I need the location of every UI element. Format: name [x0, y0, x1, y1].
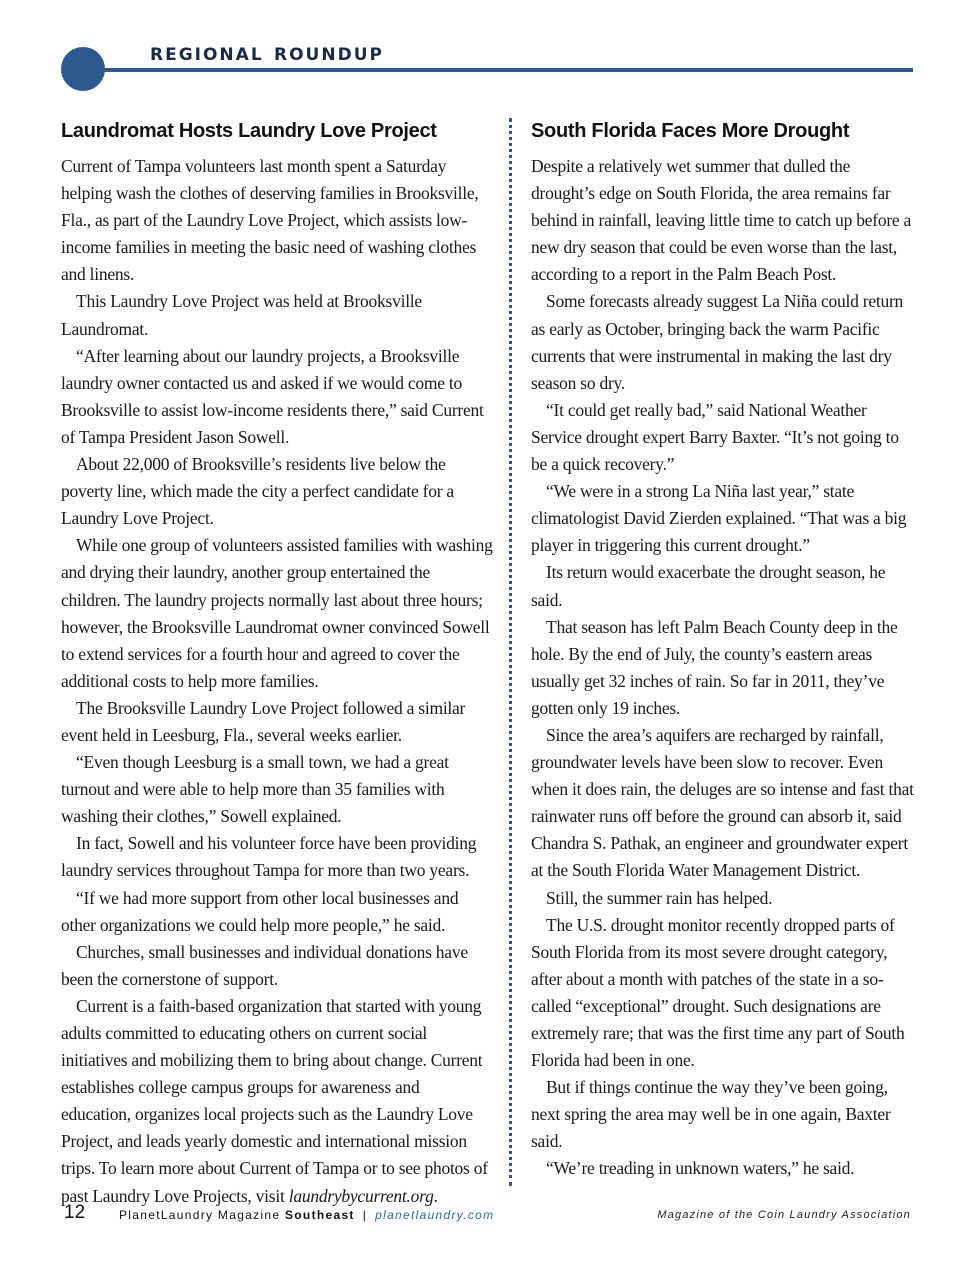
- article-paragraph: About 22,000 of Brooksville’s residents live below the poverty line, which made the city a perfect candidate for a Laundry Love Project.: [61, 454, 454, 529]
- article-paragraph: Some forecasts already suggest La Niña could return as early as October, bringing back the warm Pacific currents that were instrumental in making the last dry season so dry.: [531, 291, 904, 393]
- article-headline: Laundromat Hosts Laundry Love Project: [61, 120, 437, 142]
- article-paragraph: This Laundry Love Project was held at Brooksville Laundromat.: [61, 291, 422, 339]
- website-link[interactable]: laundrybycurrent.org: [288, 1185, 434, 1206]
- article-paragraph: That season has left Palm Beach County deep in the hole. By the end of July, the county’s eastern areas usually get 32 inches of rain. So far in 2011, they’ve gotten only 19 inches.: [531, 616, 898, 718]
- article-paragraph: Its return would exacerbate the drought season, he said.: [531, 562, 886, 610]
- article-laundry-love: [61, 116, 493, 1210]
- article-paragraph: Current of Tampa volunteers last month spent a Saturday helping wash the clothes of deserving families in Brooksville, Fla., as part of the Laundry Love Project, which assists low-income families in meeting the basic need of washing clothes and linens.: [61, 156, 479, 285]
- article-paragraph: Churches, small businesses and individual donations have been the cornerstone of support.: [61, 941, 468, 989]
- article-paragraph: “Even though Leesburg is a small town, we had a great turnout and were able to help more than 35 families with washing their clothes,” Sowell explained.: [61, 752, 449, 827]
- header-rule: [100, 68, 913, 72]
- section-title: regional roundup: [150, 38, 384, 66]
- article-paragraph: “After learning about our laundry projects, a Brooksville laundry owner contacted us and asked if we would come to Brooksville to assist low-income residents there,” said Current of Tampa President Jason Sowell.: [61, 345, 484, 447]
- article-paragraph: But if things continue the way they’ve been going, next spring the area may well be in one again, Baxter said.: [531, 1077, 891, 1152]
- article-paragraph: Despite a relatively wet summer that dulled the drought’s edge on South Florida, the area remains far behind in rainfall, leaving little time to catch up before a new dry season that could be even worse than the last, according to a report in the Palm Beach Post.: [531, 156, 912, 285]
- article-paragraph: Since the area’s aquifers are recharged by rainfall, groundwater levels have been slow to recover. Even when it does rain, the deluges are so intense and fast that rainwater runs off before the ground can absorb it, said Chandra S. Pathak, an engineer and groundwater expert at the South Florida Water Management District.: [531, 724, 914, 881]
- article-paragraph: The U.S. drought monitor recently dropped parts of South Florida from its most severe drought category, after about a month with patches of the state in a so-called “exceptional” drought. Such designations are extremely rare; that was the first time any part of South Florida had been in one.: [531, 914, 905, 1071]
- link-suffix: .: [433, 1185, 438, 1206]
- header-dot-decoration: [61, 47, 105, 91]
- article-paragraph: “We were in a strong La Niña last year,” state climatologist David Zierden explained. “That was a big player in triggering this current drought.”: [531, 481, 907, 556]
- magazine-title: PlanetLaundry Magazine: [119, 1208, 281, 1222]
- article-drought: [531, 116, 915, 1183]
- page-number: 12: [64, 1202, 86, 1223]
- page-footer: [0, 1200, 960, 1230]
- article-paragraph: Still, the summer rain has helped.: [546, 887, 773, 908]
- article-paragraph: “If we had more support from other local businesses and other organizations we could help more people,” he said.: [61, 887, 459, 935]
- paragraph-text: Current is a faith-based organization that started with young adults committed to educating others on current social initiatives and mobilizing them to bring about change. Current establishes college campus groups for awareness and education, organizes local projects such as the Laundry Love Project, and leads yearly domestic and international mission trips. To learn more about Current of Tampa or to see photos of past Laundry Love Projects, visit: [61, 995, 488, 1206]
- article-headline: South Florida Faces More Drought: [531, 120, 850, 142]
- footer-website-link[interactable]: planetlaundry.com: [375, 1208, 495, 1222]
- article-paragraph: In fact, Sowell and his volunteer force have been providing laundry services throughout Tampa for more than two years.: [61, 833, 477, 881]
- column-divider: [509, 118, 512, 1186]
- footer-separator: |: [362, 1208, 368, 1222]
- article-paragraph: “We’re treading in unknown waters,” he said.: [546, 1158, 855, 1179]
- article-paragraph: The Brooksville Laundry Love Project followed a similar event held in Leesburg, Fla., several weeks earlier.: [61, 697, 466, 745]
- article-paragraph-final: [61, 993, 493, 1210]
- magazine-edition: Southeast: [285, 1208, 355, 1222]
- magazine-name: [119, 1208, 494, 1222]
- section-header: [0, 0, 960, 100]
- article-paragraph: “It could get really bad,” said National Weather Service drought expert Barry Baxter. “It’s not going to be a quick recovery.”: [531, 399, 899, 475]
- article-paragraph: While one group of volunteers assisted families with washing and drying their laundry, another group entertained the children. The laundry projects normally last about three hours; however, the Brooksville Laundromat owner convinced Sowell to extend services for a fourth hour and agreed to cover the additional costs to help more families.: [61, 535, 493, 691]
- association-tagline: Magazine of the Coin Laundry Association: [657, 1209, 911, 1221]
